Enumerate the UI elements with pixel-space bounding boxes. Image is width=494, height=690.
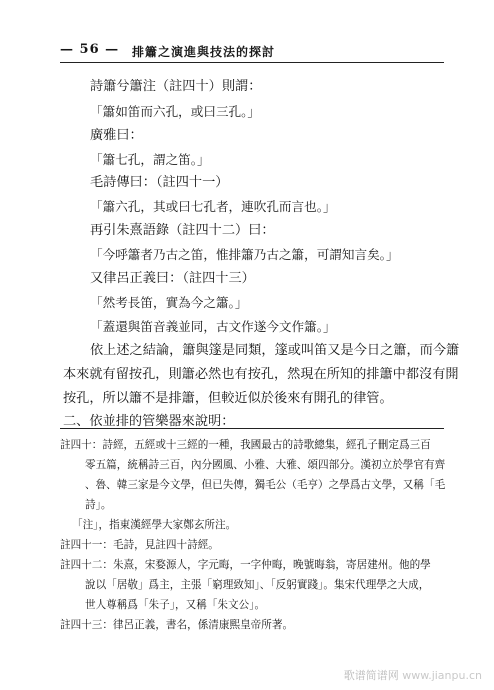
footnote-line: 註四十三：律呂正義，書名，係清康熙皇帝所著。: [60, 619, 294, 631]
quote-line: 「然考長笛，實為今之簫。」: [90, 295, 248, 310]
footnote-line: 、魯、韓三家是今文學，但已失傳，獨毛公（毛亨）之學爲古文學，又稱「毛: [85, 479, 446, 491]
quote-line: 「今呼簫者乃古之笛，惟排簫乃古之簫，可謂知言矣。」: [90, 247, 399, 262]
paragraph-line: 本來就有留按孔，則簫必然也有按孔，然現在所知的排簫中都沒有開: [63, 367, 459, 382]
footnote-line: 「注」，指東漢經學大家鄭玄所注。: [72, 519, 237, 531]
quote-line: 「簫如笛而六孔，或曰三孔。」: [90, 104, 261, 119]
footnote-line: 註四十一：毛詩，見註四十詩經。: [60, 539, 219, 551]
quote-line: 「蓋還與笛音義並同，古文作遂今文作簫。」: [90, 319, 336, 334]
text-line: 詩簫兮簫注（註四十）則謂：: [90, 79, 262, 94]
text-line: 毛詩傳曰：（註四十一）: [90, 175, 229, 190]
text-line: 再引朱熹語錄（註四十二）曰：: [90, 223, 275, 238]
text-line: 廣雅曰：: [90, 128, 143, 143]
text-line: 又律呂正義曰：（註四十三）: [90, 271, 255, 286]
quote-line: 「簫七孔，謂之笛。」: [90, 152, 210, 167]
footnote-line: 註四十二：朱熹，宋婺源人，字元晦，一字仲晦，晚號晦翁，寄居建州。他的學: [60, 559, 431, 571]
footnote-line: 詩」。: [85, 499, 112, 511]
footnote-line: 註四十：詩經，五經或十三經的一種，我國最古的詩歌總集，經孔子刪定爲三百: [60, 439, 431, 451]
paragraph-line: 按孔，所以簫不是排簫，但較近似於後來有開孔的律管。: [63, 391, 393, 406]
section-heading: 二、依並排的管樂器來說明：: [63, 414, 235, 429]
watermark: [344, 667, 482, 683]
quote-line: 「簫六孔，其或曰七孔者，連吹孔而言也。」: [90, 199, 336, 214]
footnote-separator: [60, 428, 444, 429]
running-title: 排簫之演進與技法的探討: [132, 45, 276, 59]
header-rule: [60, 62, 444, 63]
page-number: — 56 —: [60, 42, 120, 57]
watermark-text: 歌谱简谱网: [343, 669, 399, 682]
paragraph-line: 依上述之結論，簫與篴是同類，篴或叫笛又是今日之簫，而今簫: [90, 343, 460, 358]
footnote-line: 世人尊稱爲「朱子」，又稱「朱文公」。: [85, 599, 266, 611]
watermark-url: www.jianpu.cn: [402, 669, 482, 682]
footnote-line: 說以「居敬」爲主，主張「窮理致知」、「反躬實踐」。集宋代理學之大成，: [85, 579, 430, 591]
footnote-line: 零五篇，統稱詩三百，內分國風、小雅、大雅、頌四部分。漢初立於學官有齊: [85, 459, 446, 471]
